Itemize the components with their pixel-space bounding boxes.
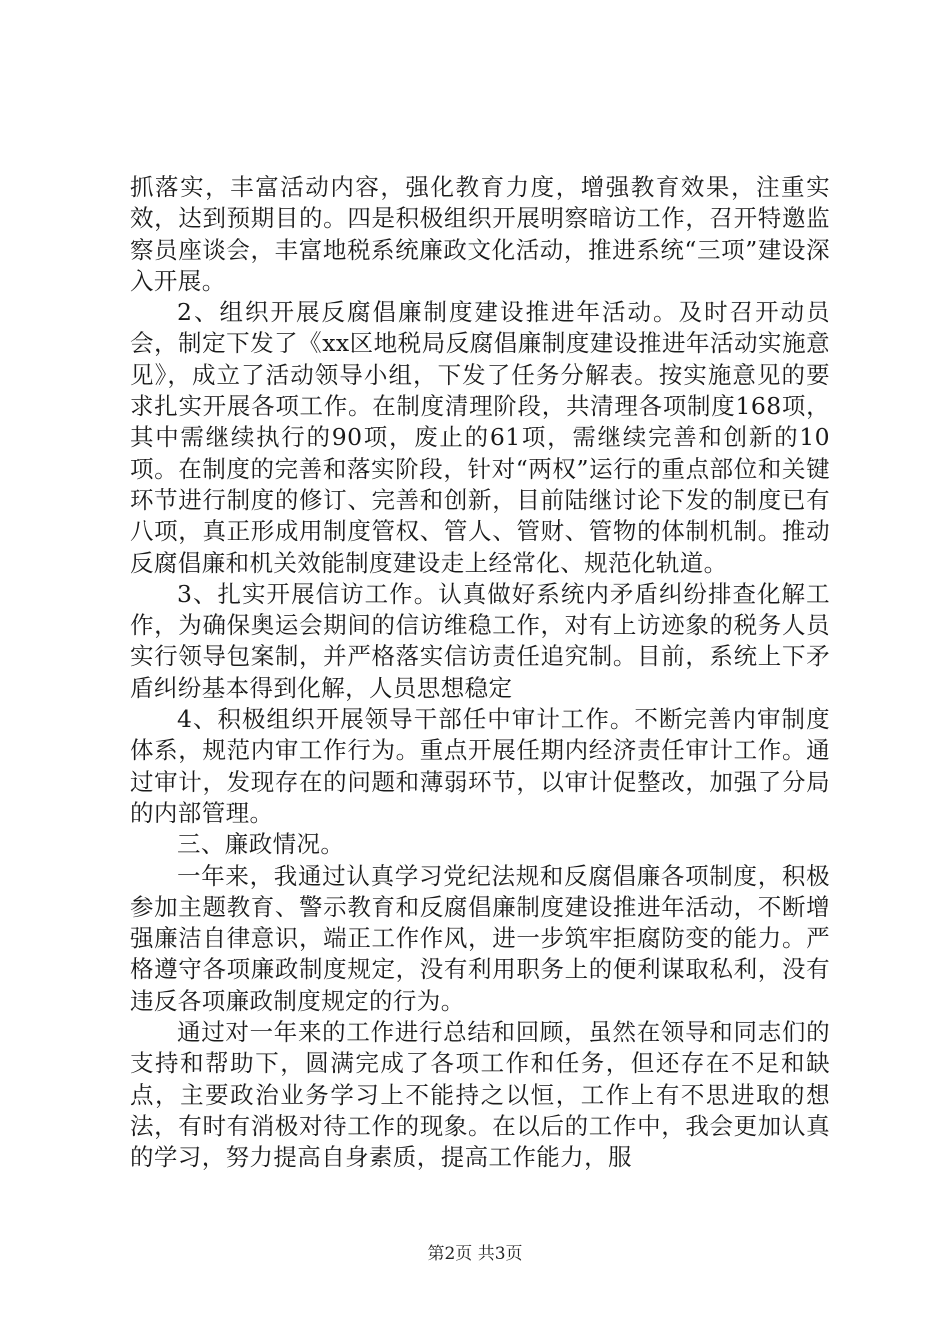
paragraph-integrity: 一年来，我通过认真学习党纪法规和反腐倡廉各项制度，积极参加主题教育、警示教育和反腐倡廉制度建设推进年活动，不断增强廉洁自律意识，端正工作作风，进一步筑牢拒腐防变的能力。严格遵守各项廉政制度规定，没有利用职务上的便利谋取私利，没有违反各项廉政制度规定的行为。 bbox=[130, 861, 830, 1015]
section-heading-integrity: 三、廉政情况。 bbox=[177, 830, 345, 859]
paragraph-continuation: 抓落实，丰富活动内容，强化教育力度，增强教育效果，注重实效，达到预期目的。四是积极组织开展明察暗访工作，召开特邀监察员座谈会，丰富地税系统廉政文化活动，推进系统“三项”建设深入开展。 bbox=[130, 173, 830, 295]
paragraph-summary: 通过对一年来的工作进行总结和回顾，虽然在领导和同志们的支持和帮助下，圆满完成了各项工作和任务，但还存在不足和缺点，主要政治业务学习上不能持之以恒，工作上有不思进取的想法，有时有消极对待工作的现象。在以后的工作中，我会更加认真的学习，努力提高自身素质，提高工作能力，服 bbox=[130, 1018, 830, 1172]
paragraph-item-3: 3、扎实开展信访工作。认真做好系统内矛盾纠纷排查化解工作，为确保奥运会期间的信访维稳工作，对有上访迹象的税务人员实行领导包案制，并严格落实信访责任追究制。目前，系统上下矛盾纠纷基本得到化解，人员思想稳定 bbox=[130, 579, 830, 702]
document-body bbox=[130, 172, 830, 1174]
page-number-label: 第2页 共3页 bbox=[427, 1244, 523, 1264]
page-footer bbox=[0, 1243, 950, 1265]
paragraph-item-4: 4、积极组织开展领导干部任中审计工作。不断完善内审制度体系，规范内审工作行为。重点开展任期内经济责任审计工作。通过审计，发现存在的问题和薄弱环节，以审计促整改，加强了分局的内部管理。 bbox=[130, 705, 830, 827]
paragraph-item-2: 2、组织开展反腐倡廉制度建设推进年活动。及时召开动员会，制定下发了《xx区地税局反腐倡廉制度建设推进年活动实施意见》，成立了活动领导小组，下发了任务分解表。按实施意见的要求扎实开展各项工作。在制度清理阶段，共清理各项制度168项，其中需继续执行的90项，废止的61项，需继续完善和创新的10项。在制度的完善和落实阶段，针对“两权”运行的重点部位和关键环节进行制度的修订、完善和创新，目前陆继讨论下发的制度已有八项，真正形成用制度管权、管人、管财、管物的体制机制。推动反腐倡廉和机关效能制度建设走上经常化、规范化轨道。 bbox=[130, 298, 830, 577]
